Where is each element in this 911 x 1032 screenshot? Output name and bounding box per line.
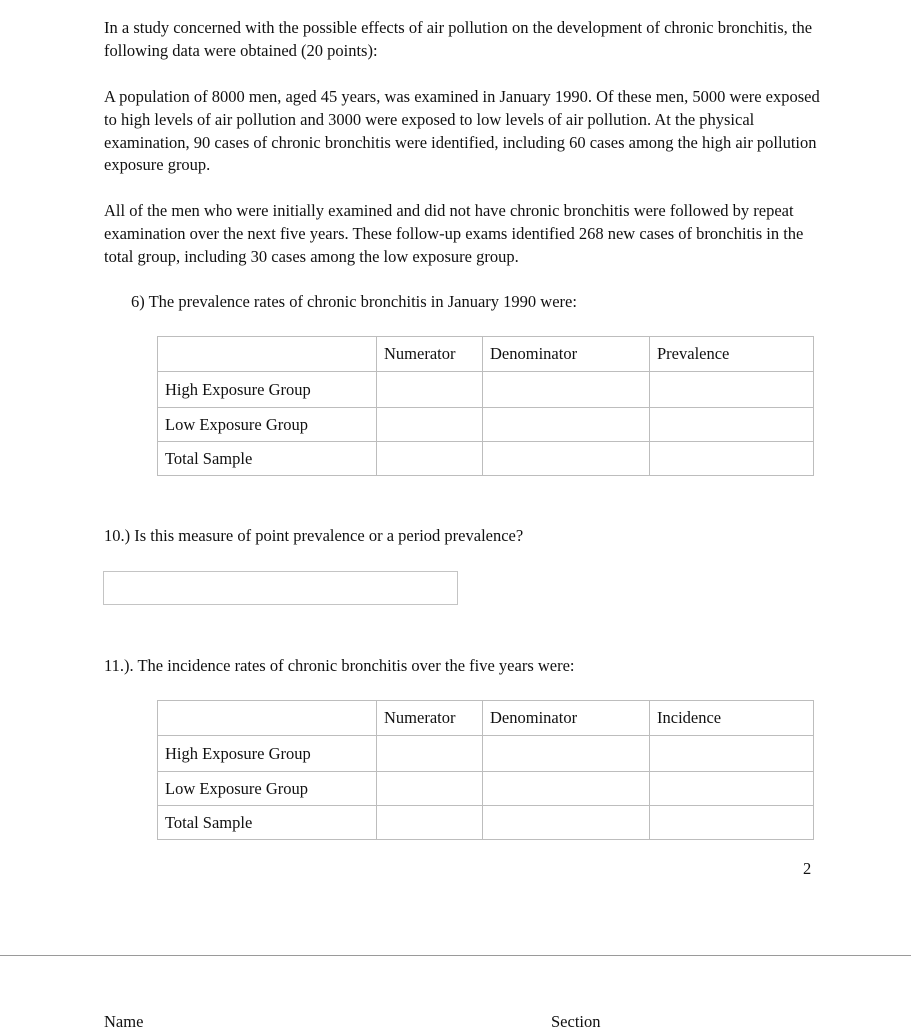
table-row [158,806,814,840]
row-label-low-exposure: Low Exposure Group [158,408,377,442]
header-cell-blank [158,337,377,372]
answer-cell-denominator[interactable] [483,442,650,476]
header-denominator: Denominator [483,701,650,736]
answer-cell-numerator[interactable] [377,442,483,476]
answer-cell-denominator[interactable] [483,772,650,806]
section-label: Section [551,1012,601,1031]
row-label-high-exposure: High Exposure Group [158,736,377,772]
header-numerator: Numerator [377,701,483,736]
prevalence-table [157,336,814,476]
intro-paragraph-1: In a study concerned with the possible effects of air pollution on the development of chronic bronchitis, the following data were obtained (20 points): [104,18,813,60]
table-row [158,372,814,408]
answer-cell-numerator[interactable] [377,372,483,408]
header-prevalence: Prevalence [650,337,814,372]
page-divider [0,955,911,956]
answer-cell-denominator[interactable] [483,408,650,442]
answer-cell-numerator[interactable] [377,408,483,442]
row-label-low-exposure: Low Exposure Group [158,772,377,806]
row-label-total-sample: Total Sample [158,806,377,840]
question-6-text: 6) The prevalence rates of chronic bronchitis in January 1990 were: [131,292,577,311]
incidence-table [157,700,814,840]
answer-cell-incidence[interactable] [650,806,814,840]
name-label: Name [104,1012,144,1031]
answer-cell-numerator[interactable] [377,772,483,806]
table-row [158,442,814,476]
page-number: 2 [803,859,812,878]
answer-cell-denominator[interactable] [483,806,650,840]
answer-cell-incidence[interactable] [650,772,814,806]
table-row [158,772,814,806]
answer-cell-denominator[interactable] [483,372,650,408]
answer-cell-numerator[interactable] [377,736,483,772]
question-10-answer-field[interactable] [103,571,458,605]
header-cell-blank [158,701,377,736]
intro-paragraph-2: A population of 8000 men, aged 45 years, was examined in January 1990. Of these men, 5000 were exposed to high levels of air pollution and 3000 were exposed to low levels of air pollution. At the physical examination, 90 cases of chronic bronchitis were identified, including 60 cases among the high air pollution exposure group. [104,87,820,175]
table-row [158,408,814,442]
answer-cell-prevalence[interactable] [650,408,814,442]
answer-cell-numerator[interactable] [377,806,483,840]
header-incidence: Incidence [650,701,814,736]
row-label-high-exposure: High Exposure Group [158,372,377,408]
answer-cell-denominator[interactable] [483,736,650,772]
answer-cell-incidence[interactable] [650,736,814,772]
header-denominator: Denominator [483,337,650,372]
intro-paragraph-3: All of the men who were initially examined and did not have chronic bronchitis were followed by repeat examination over the next five years. These follow-up exams identified 268 new cases of bronchitis in the total group, including 30 cases among the low exposure group. [104,201,804,266]
question-10-text: 10.) Is this measure of point prevalence or a period prevalence? [104,526,524,545]
answer-cell-prevalence[interactable] [650,372,814,408]
table-header-row [158,701,814,736]
answer-cell-prevalence[interactable] [650,442,814,476]
header-numerator: Numerator [377,337,483,372]
table-row [158,736,814,772]
table-header-row [158,337,814,372]
question-11-text: 11.). The incidence rates of chronic bronchitis over the five years were: [104,656,575,675]
row-label-total-sample: Total Sample [158,442,377,476]
